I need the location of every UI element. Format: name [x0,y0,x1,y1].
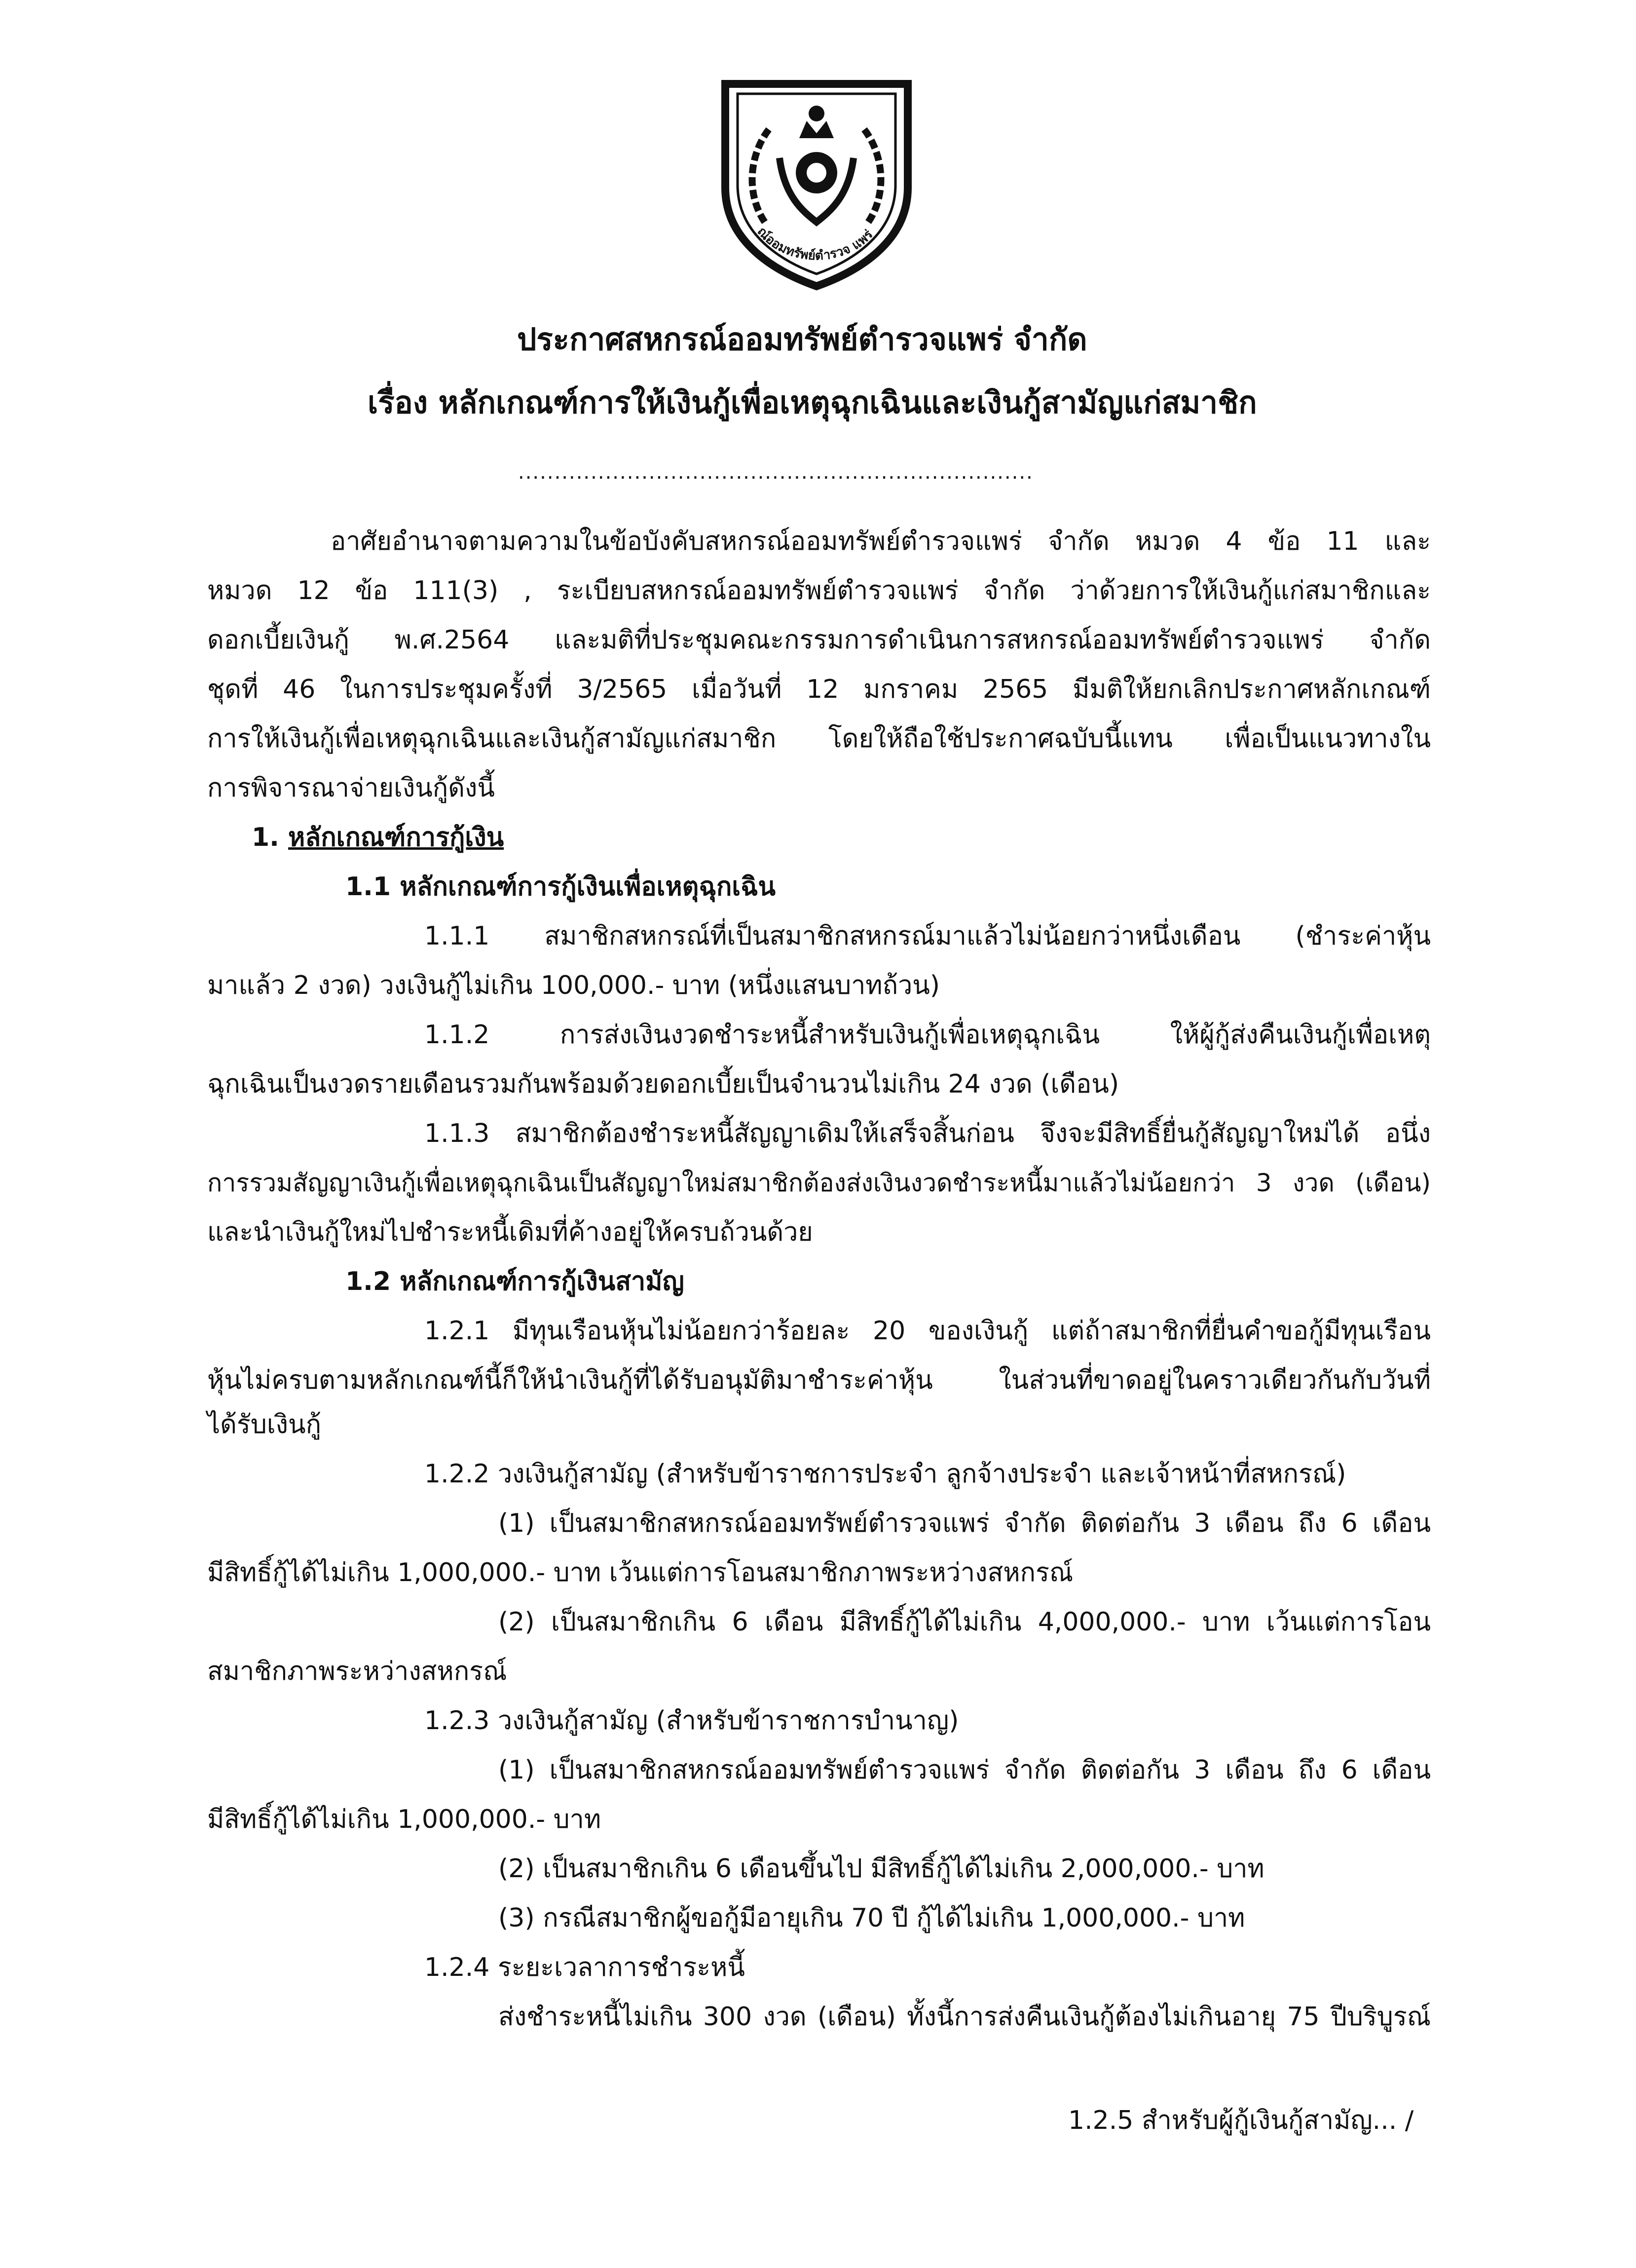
item-1-2-3-heading: 1.2.3 วงเงินกู้สามัญ (สำหรับข้าราชการบำนาญ) [424,1706,959,1736]
item-1-2-1-line-1: 1.2.1 มีทุนเรือนหุ้นไม่น้อยกว่าร้อยละ 20 ของเงินกู้ แต่ถ้าสมาชิกที่ยื่นคำขอกู้มีทุนเรือน [424,1316,1431,1346]
announcement-title: ประกาศสหกรณ์ออมทรัพย์ตำรวจแพร่ จำกัด [517,321,1087,357]
item-1-2-2-2-line-2: สมาชิกภาพระหว่างสหกรณ์ [207,1657,507,1686]
announcement-subject: เรื่อง หลักเกณฑ์การให้เงินกู้เพื่อเหตุฉุกเฉินและเงินกู้สามัญแก่สมาชิก [368,384,1257,420]
item-1-2-3-1-line-1: (1) เป็นสมาชิกสหกรณ์ออมทรัพย์ตำรวจแพร่ จำกัด ติดต่อกัน 3 เดือน ถึง 6 เดือน [498,1755,1431,1785]
item-1-2-2-1-line-1: (1) เป็นสมาชิกสหกรณ์ออมทรัพย์ตำรวจแพร่ จำกัด ติดต่อกัน 3 เดือน ถึง 6 เดือน [498,1509,1431,1538]
intro-line-5: การให้เงินกู้เพื่อเหตุฉุกเฉินและเงินกู้สามัญแก่สมาชิก โดยให้ถือใช้ประกาศฉบับนี้แทน เพื่อเป็นแนวทางใน [207,724,1431,754]
emblem-caption: ณ์ออมทรัพย์ตำรวจ แพร่ [754,224,876,264]
intro-line-3: ดอกเบี้ยเงินกู้ พ.ศ.2564 และมติที่ประชุมคณะกรรมการดำเนินการสหกรณ์ออมทรัพย์ตำรวจแพร่ จำกัด [207,625,1431,655]
cooperative-emblem-logo [710,74,923,291]
page-continuation-note: 1.2.5 สำหรับผู้กู้เงินกู้สามัญ... / [1068,2106,1414,2135]
section-1-title: หลักเกณฑ์การกู้เงิน [288,823,504,852]
section-1-heading [252,822,504,853]
intro-line-4: ชุดที่ 46 ในการประชุมครั้งที่ 3/2565 เมื่อวันที่ 12 มกราคม 2565 มีมติให้ยกเลิกประกาศหลักเกณฑ์ [207,675,1431,704]
subsection-1-2-heading: 1.2 หลักเกณฑ์การกู้เงินสามัญ [345,1267,684,1296]
separator-dots: ....................................................................... [518,461,1034,484]
item-1-2-2-2-line-1: (2) เป็นสมาชิกเกิน 6 เดือน มีสิทธิ์กู้ได้ไม่เกิน 4,000,000.- บาท เว้นแต่การโอน [498,1607,1431,1637]
item-1-1-1-line-2: มาแล้ว 2 งวด) วงเงินกู้ไม่เกิน 100,000.- บาท (หนึ่งแสนบาทถ้วน) [207,971,940,1000]
intro-line-6: การพิจารณาจ่ายเงินกู้ดังนี้ [207,773,495,803]
item-1-1-1-line-1: 1.1.1 สมาชิกสหกรณ์ที่เป็นสมาชิกสหกรณ์มาแล้วไม่น้อยกว่าหนึ่งเดือน (ชำระค่าหุ้น [424,921,1431,951]
item-1-2-2-heading: 1.2.2 วงเงินกู้สามัญ (สำหรับข้าราชการประจำ ลูกจ้างประจำ และเจ้าหน้าที่สหกรณ์) [424,1459,1346,1489]
item-1-2-1-line-2: หุ้นไม่ครบตามหลักเกณฑ์นี้ก็ให้นำเงินกู้ที่ได้รับอนุมัติมาชำระค่าหุ้น ในส่วนที่ขาดอยู่ในคราวเดียวกันกับวันที่ [207,1365,1431,1395]
item-1-2-3-1-line-2: มีสิทธิ์กู้ได้ไม่เกิน 1,000,000.- บาท [207,1805,601,1834]
item-1-1-3-line-1: 1.1.3 สมาชิกต้องชำระหนี้สัญญาเดิมให้เสร็จสิ้นก่อน จึงจะมีสิทธิ์ยื่นกู้สัญญาใหม่ได้ อนึ่ง [424,1119,1431,1148]
item-1-2-4-text: ส่งชำระหนี้ไม่เกิน 300 งวด (เดือน) ทั้งนี้การส่งคืนเงินกู้ต้องไม่เกินอายุ 75 ปีบริบูรณ์ [498,2002,1431,2032]
item-1-2-4-heading: 1.2.4 ระยะเวลาการชำระหนี้ [424,1953,745,1982]
emblem-shield-icon [710,74,923,291]
item-1-2-2-1-line-2: มีสิทธิ์กู้ได้ไม่เกิน 1,000,000.- บาท เว้นแต่การโอนสมาชิกภาพระหว่างสหกรณ์ [207,1558,1074,1588]
item-1-2-3-2: (2) เป็นสมาชิกเกิน 6 เดือนขึ้นไป มีสิทธิ์กู้ได้ไม่เกิน 2,000,000.- บาท [498,1854,1264,1884]
item-1-1-2-line-2: ฉุกเฉินเป็นงวดรายเดือนรวมกันพร้อมด้วยดอกเบี้ยเป็นจำนวนไม่เกิน 24 งวด (เดือน) [207,1069,1119,1099]
item-1-1-3-line-2: การรวมสัญญาเงินกู้เพื่อเหตุฉุกเฉินเป็นสัญญาใหม่สมาชิกต้องส่งเงินงวดชำระหนี้มาแล้วไม่น้อยกว่า 3 งวด (เดือน) [207,1169,1431,1197]
item-1-2-3-3: (3) กรณีสมาชิกผู้ขอกู้มีอายุเกิน 70 ปี กู้ได้ไม่เกิน 1,000,000.- บาท [498,1903,1245,1933]
intro-line-1: อาศัยอำนาจตามความในข้อบังคับสหกรณ์ออมทรัพย์ตำรวจแพร่ จำกัด หมวด 4 ข้อ 11 และ [331,527,1431,556]
subsection-1-1-heading: 1.1 หลักเกณฑ์การกู้เงินเพื่อเหตุฉุกเฉิน [345,872,776,902]
section-1-number: 1. [252,823,279,852]
item-1-1-2-line-1: 1.1.2 การส่งเงินงวดชำระหนี้สำหรับเงินกู้เพื่อเหตุฉุกเฉิน ให้ผู้กู้ส่งคืนเงินกู้เพื่อเหตุ [424,1020,1431,1050]
intro-line-2: หมวด 12 ข้อ 111(3) , ระเบียบสหกรณ์ออมทรัพย์ตำรวจแพร่ จำกัด ว่าด้วยการให้เงินกู้แก่สมาชิกและ [207,576,1431,605]
item-1-1-3-line-3: และนำเงินกู้ใหม่ไปชำระหนี้เดิมที่ค้างอยู่ให้ครบถ้วนด้วย [207,1217,813,1247]
item-1-2-1-line-3: ได้รับเงินกู้ [207,1410,322,1439]
